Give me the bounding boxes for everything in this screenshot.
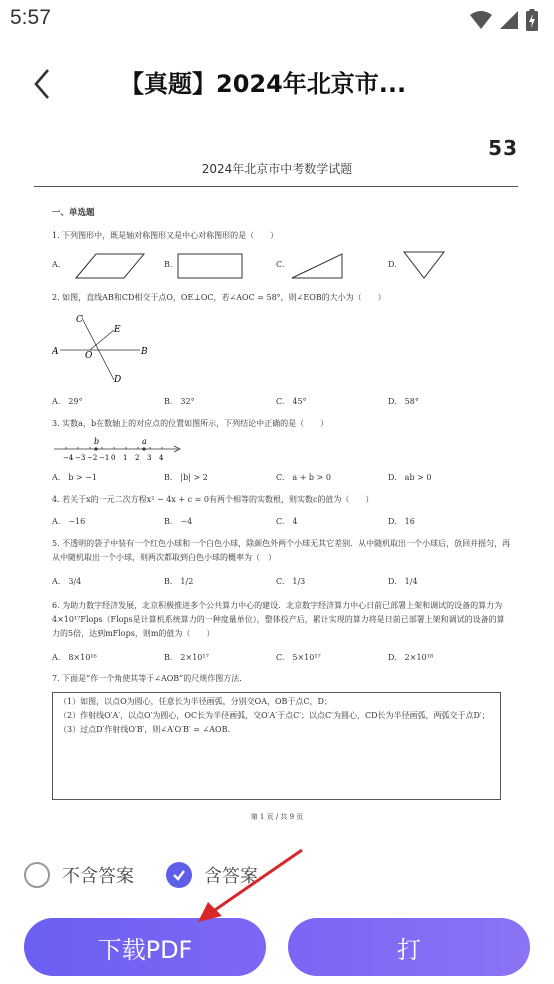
q3-number-line bbox=[52, 436, 192, 462]
option-label: D. 1/4 bbox=[388, 577, 418, 586]
download-pdf-label: 下载PDF bbox=[97, 935, 193, 964]
radio-without-answers[interactable] bbox=[24, 862, 134, 888]
question-text: 7. 下面是“作一个角使其等于∠AOB”的尺规作图方法. bbox=[52, 674, 242, 683]
right-triangle-shape bbox=[292, 254, 342, 278]
figure-label: D bbox=[114, 375, 122, 384]
rectangle-shape bbox=[178, 254, 242, 278]
number-line-point-label: a bbox=[142, 437, 147, 446]
number-line-point bbox=[94, 447, 97, 450]
number-line-point bbox=[142, 447, 145, 450]
status-icons bbox=[470, 9, 538, 31]
app-header bbox=[0, 44, 554, 120]
option-label: B. 32° bbox=[164, 397, 195, 406]
status-bar bbox=[0, 0, 554, 40]
cellular-signal-icon bbox=[500, 10, 518, 30]
print-label: 打 bbox=[397, 935, 421, 964]
parallelogram-shape bbox=[76, 254, 144, 278]
construction-step: （3）过点D′作射线O′B′，则∠A′O′B′ = ∠AOB. bbox=[59, 725, 231, 734]
axis-tick-label: −2 bbox=[87, 454, 98, 462]
radio-label: 不含答案 bbox=[62, 866, 134, 887]
option-label: C. 45° bbox=[276, 397, 307, 406]
question-options bbox=[52, 396, 512, 410]
annotation-arrow-icon bbox=[190, 846, 310, 926]
axis-tick-label: −3 bbox=[75, 454, 86, 462]
q2-figure bbox=[52, 312, 152, 384]
option-label: C. 1/3 bbox=[276, 577, 306, 586]
back-button[interactable] bbox=[28, 62, 64, 102]
option-label: D. 58° bbox=[388, 397, 419, 406]
status-time: 5:57 bbox=[10, 6, 51, 29]
figure-label: C bbox=[76, 315, 83, 325]
question-options bbox=[52, 472, 512, 486]
option-label: A. bbox=[52, 260, 61, 269]
question-options bbox=[52, 576, 512, 590]
axis-tick-label: 4 bbox=[159, 454, 164, 462]
question-text: 1. 下列图形中，既是轴对称图形又是中心对称图形的是（ ） bbox=[52, 231, 279, 240]
question-text: 4. 若关于x的一元二次方程x² − 4x + c = 0有两个相等的实数根，则实数c的值为（ ） bbox=[52, 495, 374, 504]
print-button[interactable] bbox=[288, 918, 530, 976]
axis-tick-label: −4 bbox=[63, 454, 74, 462]
axis-tick-label: 2 bbox=[135, 454, 140, 462]
brand-logo: 53 bbox=[488, 136, 518, 160]
radio-unchecked-icon bbox=[24, 862, 50, 888]
option-label: B. −4 bbox=[164, 517, 193, 526]
question-text: 5. 不透明的袋子中装有一个红色小球和一个白色小球，除颜色外两个小球无其它差别．从中随机取出一个小球后，放回并摇匀，再从中随机取出一个小球，则两次都取到白色小球的概率为（ ） bbox=[52, 539, 511, 562]
figure-label: B bbox=[141, 347, 148, 357]
option-label: A. −16 bbox=[52, 517, 86, 526]
option-label: A. 3/4 bbox=[52, 577, 82, 586]
option-label: D. 16 bbox=[388, 517, 415, 526]
option-label: B. 1/2 bbox=[164, 577, 194, 586]
option-label: B. |b| > 2 bbox=[164, 473, 208, 482]
battery-charging-icon bbox=[526, 9, 538, 31]
option-label: B. bbox=[164, 260, 173, 269]
inverted-triangle-shape bbox=[404, 252, 444, 278]
option-label: D. ab > 0 bbox=[388, 473, 432, 482]
page-title: 【真题】2024年北京市... bbox=[120, 70, 407, 98]
axis-tick-label: 0 bbox=[111, 454, 116, 462]
figure-label: E bbox=[114, 325, 121, 335]
axis-tick-label: −1 bbox=[99, 454, 110, 462]
checkmark-icon bbox=[171, 867, 187, 883]
page-number: 第 1 页 / 共 9 页 bbox=[250, 813, 304, 821]
title-divider bbox=[34, 186, 518, 187]
figure-label: A bbox=[52, 347, 59, 357]
q1-shapes bbox=[0, 246, 554, 284]
question-text: 6. 为助力数字经济发展，北京积极推进多个公共算力中心的建设．北京数字经济算力中心日前已部署上架和调试的设备的算力为4×10¹⁷Flops（Flops是计算机系统算力的一种度量单位），整体投产后，累计实现的算力将是日前已部署上架和调试的设备的算力的5倍，达到mFlops，则m的值为（ ） bbox=[52, 601, 505, 638]
document-preview[interactable] bbox=[0, 126, 554, 834]
wifi-icon bbox=[470, 10, 492, 30]
question-options bbox=[52, 652, 512, 666]
option-label: A. 8×10¹⁶ bbox=[52, 653, 97, 662]
download-pdf-button[interactable] bbox=[24, 918, 266, 976]
axis-tick-label: 3 bbox=[147, 454, 152, 462]
section-heading: 一、单选题 bbox=[52, 208, 95, 218]
option-label: C. bbox=[276, 260, 285, 269]
number-line-point-label: b bbox=[94, 437, 100, 446]
option-label: D. bbox=[388, 260, 397, 269]
question-text: 2. 如图，直线AB和CD相交于点O，OE⊥OC，若∠AOC = 58°，则∠EOB的大小为（ ） bbox=[52, 293, 386, 302]
option-label: C. 4 bbox=[276, 517, 298, 526]
figure-label: O bbox=[85, 351, 93, 361]
question-text: 3. 实数a，b在数轴上的对应点的位置如图所示，下列结论中正确的是（ ） bbox=[52, 419, 329, 428]
option-label: D. 2×10¹⁸ bbox=[388, 653, 434, 662]
construction-step: （2）作射线O′A′，以点O′为圆心，OC长为半径画弧，交O′A′于点C′；以点C′为圆心，CD长为半径画弧，两弧交于点D′； bbox=[59, 711, 490, 720]
radio-label: 含答案 bbox=[204, 866, 258, 887]
option-label: C. 5×10¹⁷ bbox=[276, 653, 321, 662]
option-label: A. 29° bbox=[52, 397, 83, 406]
radio-checked-icon bbox=[166, 862, 192, 888]
option-label: A. b > −1 bbox=[52, 473, 98, 482]
option-label: B. 2×10¹⁷ bbox=[164, 653, 209, 662]
construction-step: （1）如图，以点O为圆心，任意长为半径画弧，分别交OA，OB于点C，D； bbox=[59, 697, 332, 706]
question-options bbox=[52, 516, 512, 530]
construction-steps-box bbox=[52, 692, 501, 800]
document-title: 2024年北京市中考数学试题 bbox=[201, 162, 353, 176]
option-label: C. a + b > 0 bbox=[276, 473, 331, 482]
chevron-left-icon bbox=[28, 62, 64, 102]
axis-tick-label: 1 bbox=[123, 454, 128, 462]
